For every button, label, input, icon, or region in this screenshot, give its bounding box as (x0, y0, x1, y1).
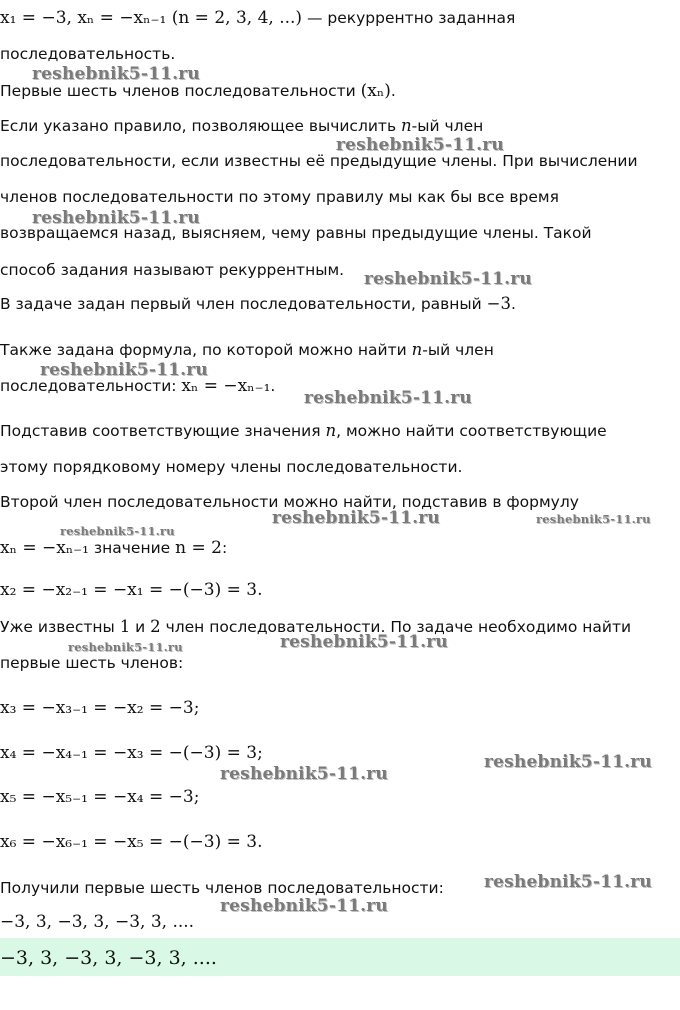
second-term-expression: xₙ = −xₙ₋₁ (0, 538, 89, 558)
substitute-line-1 (0, 421, 607, 441)
explanation-text: -ый член (411, 117, 484, 135)
known-line-2: первые шесть членов: (0, 654, 184, 672)
explanation-line-4: возвращаемся назад, выясняем, чему равны предыдущие члены. Такой (0, 224, 592, 242)
intro-text-b: последовательность. (0, 45, 176, 63)
watermark: reshebnik5-11.ru (40, 360, 208, 380)
x5-calculation: x₅ = −x₅₋₁ = −x₄ = −3; (0, 787, 200, 807)
formula-text: Также задана формула, по которой можно найти (0, 341, 412, 359)
intro-line-1 (0, 8, 515, 28)
watermark: reshebnik5-11.ru (484, 872, 652, 892)
known-text: Уже известны (0, 618, 120, 636)
watermark: reshebnik5-11.ru (364, 269, 532, 289)
x2-calculation: x₂ = −x₂₋₁ = −x₁ = −(−3) = 3. (0, 580, 263, 600)
formula-text: последовательности: (0, 377, 182, 395)
second-term-formula-line (0, 538, 227, 558)
intro-text-a: — рекуррентно заданная (302, 9, 516, 27)
given-first-line (0, 294, 516, 314)
sequence-definition: x₁ = −3, xₙ = −xₙ₋₁ (n = 2, 3, 4, ...) (0, 8, 303, 28)
formula-expression: xₙ = −xₙ₋₁ (181, 376, 271, 396)
watermark: reshebnik5-11.ru (484, 752, 652, 772)
formula-end: . (270, 377, 276, 395)
x4-calculation: x₄ = −x₄₋₁ = −x₃ = −(−3) = 3; (0, 743, 263, 763)
answer-text: −3, 3, −3, 3, −3, 3, .... (0, 947, 217, 969)
substitute-text: Подставив соответствующие значения (0, 422, 326, 440)
watermark: reshebnik5-11.ru (220, 896, 388, 916)
x3-calculation: x₃ = −x₃₋₁ = −x₂ = −3; (0, 698, 200, 718)
result-sequence: −3, 3, −3, 3, −3, 3, .... (0, 912, 195, 932)
formula-text: -ый член (422, 341, 494, 359)
watermark: reshebnik5-11.ru (60, 524, 175, 538)
watermark: reshebnik5-11.ru (304, 388, 472, 408)
given-text: В задаче задан первый член последовательности, равный (0, 295, 487, 313)
watermark: reshebnik5-11.ru (220, 764, 388, 784)
watermark: reshebnik5-11.ru (68, 640, 183, 654)
task-line (0, 81, 396, 101)
watermark: reshebnik5-11.ru (336, 135, 504, 155)
second-term-line: Второй член последовательности можно найти, подставив в формулу (0, 493, 579, 511)
known-text: член последовательности. По задаче необходимо найти (160, 618, 632, 636)
x6-calculation: x₆ = −x₆₋₁ = −x₅ = −(−3) = 3. (0, 832, 263, 852)
substitute-line-2: этому порядковому номеру члены последовательности. (0, 458, 463, 476)
intro-line-2 (0, 44, 175, 64)
task-text: Первые шесть членов последовательности (0, 82, 361, 100)
task-end: . (390, 82, 396, 100)
first-value: −3 (486, 294, 511, 313)
known-two: 2 (150, 617, 161, 636)
math-n: n (411, 340, 423, 359)
second-term-end: : (221, 539, 228, 557)
watermark: reshebnik5-11.ru (32, 64, 200, 84)
known-text: и (130, 618, 151, 636)
math-n: n (325, 421, 337, 440)
watermark: reshebnik5-11.ru (32, 208, 200, 228)
explanation-line-3: членов последовательности по этому правилу мы как бы все время (0, 188, 559, 206)
task-sequence: (xₙ) (360, 81, 391, 101)
substitute-text: , можно найти соответствующие (336, 422, 607, 440)
math-n: n (401, 116, 412, 135)
given-end: . (511, 295, 516, 313)
watermark: reshebnik5-11.ru (536, 512, 651, 526)
second-term-condition: n = 2 (175, 538, 222, 558)
explanation-text: Если указано правило, позволяющее вычислить (0, 117, 402, 135)
explanation-line-1 (0, 116, 483, 136)
formula-line-1 (0, 340, 494, 360)
known-one: 1 (119, 617, 131, 636)
explanation-line-5: способ задания называют рекуррентным. (0, 261, 345, 279)
watermark: reshebnik5-11.ru (272, 508, 440, 528)
result-line: Получили первые шесть членов последовательности: (0, 879, 444, 897)
explanation-line-2: последовательности, если известны её предыдущие члены. При вычислении (0, 152, 638, 170)
answer-box (0, 938, 680, 976)
formula-line-2 (0, 376, 275, 396)
second-term-text: значение (88, 539, 176, 557)
watermark: reshebnik5-11.ru (280, 632, 448, 652)
